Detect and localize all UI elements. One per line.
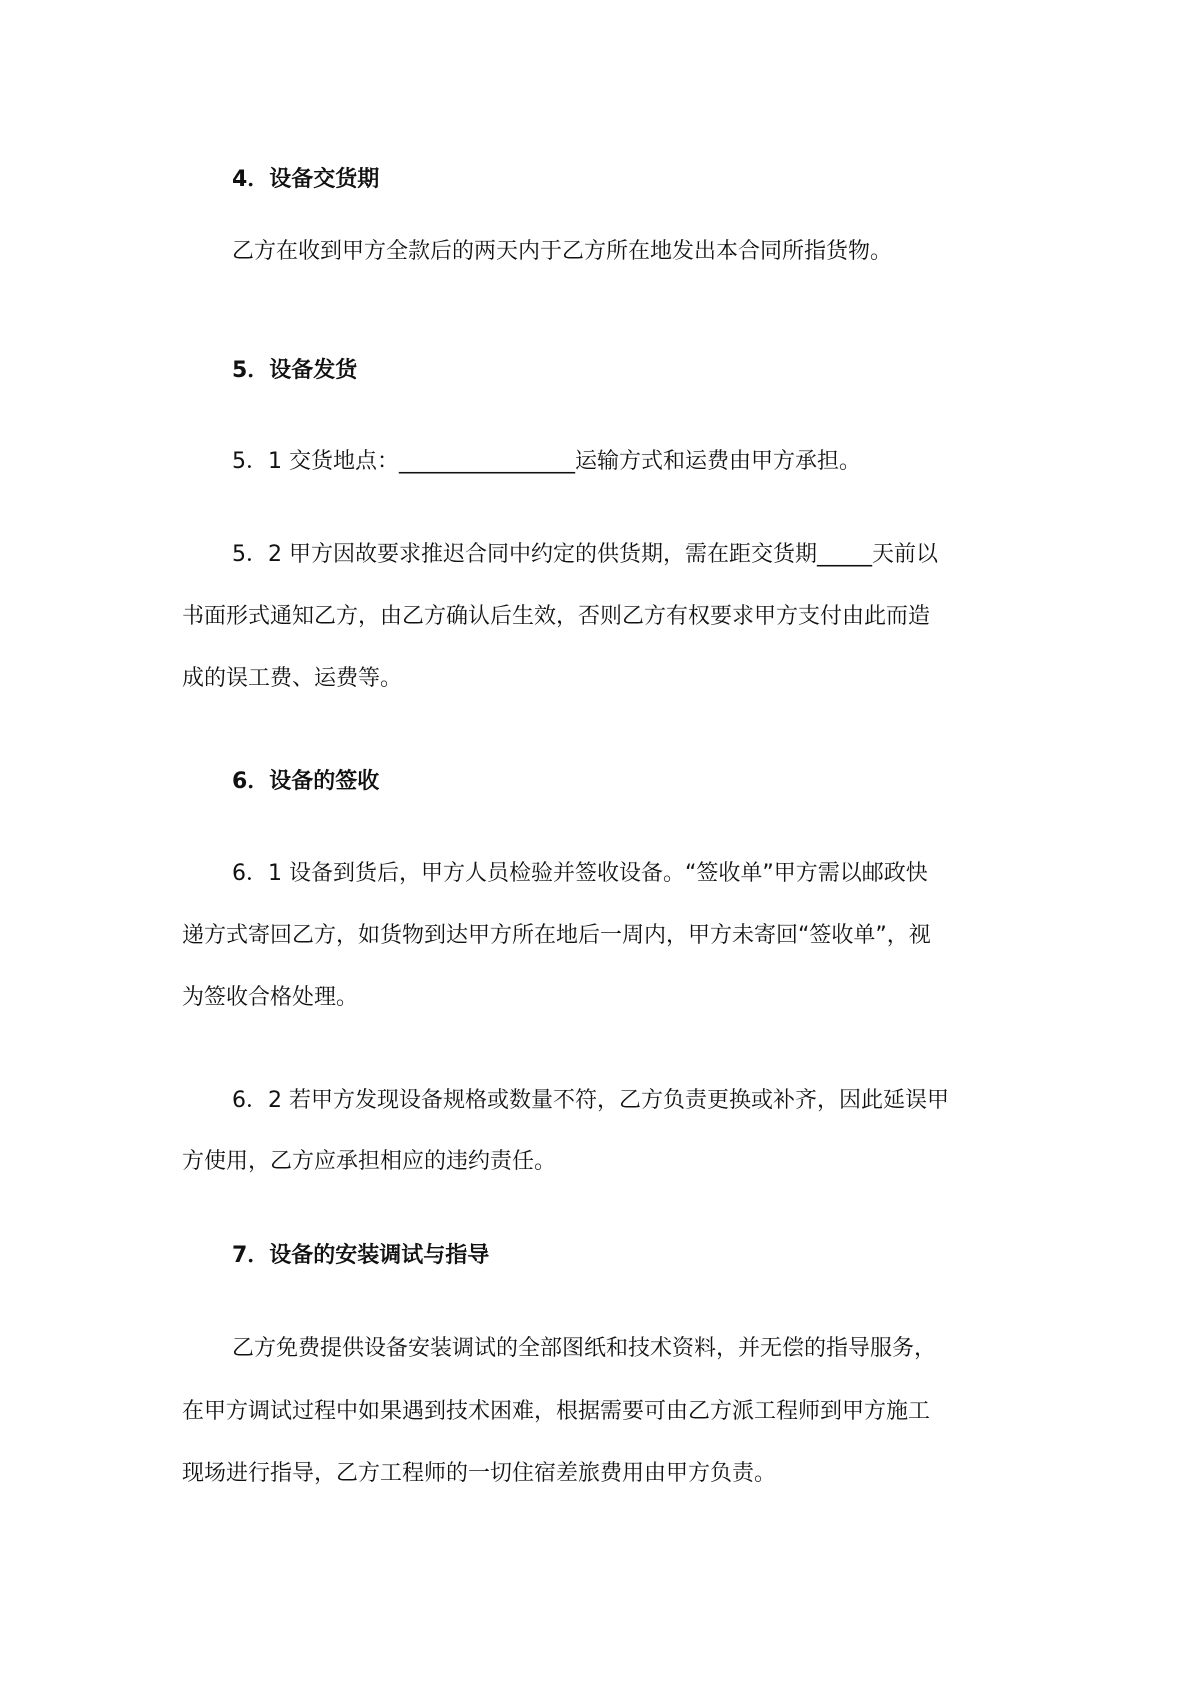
section-6-heading: 6．设备的签收 [232, 769, 380, 794]
section-6-1-line-3: 为签收合格处理。 [182, 985, 359, 1010]
section-5-2-line-1: 5．2 甲方因故要求推迟合同中约定的供货期，需在距交货期_____天前以 [232, 542, 938, 567]
section-7-line-3: 现场进行指导，乙方工程师的一切住宿差旅费用由甲方负责。 [182, 1461, 777, 1486]
section-5-heading: 5．设备发货 [232, 358, 358, 383]
section-7-line-2: 在甲方调试过程中如果遇到技术困难，根据需要可由乙方派工程师到甲方施工 [182, 1399, 931, 1424]
section-4-line-1: 乙方在收到甲方全款后的两天内于乙方所在地发出本合同所指货物。 [232, 239, 893, 264]
section-4-heading: 4．设备交货期 [232, 167, 380, 192]
section-7-heading: 7．设备的安装调试与指导 [232, 1243, 490, 1268]
section-6-2-line-1: 6．2 若甲方发现设备规格或数量不符，乙方负责更换或补齐，因此延误甲 [232, 1088, 949, 1113]
section-5-2-line-2: 书面形式通知乙方，由乙方确认后生效，否则乙方有权要求甲方支付由此而造 [182, 604, 931, 629]
section-6-2-line-2: 方使用，乙方应承担相应的违约责任。 [182, 1149, 557, 1174]
section-7-line-1: 乙方免费提供设备安装调试的全部图纸和技术资料，并无偿的指导服务， [232, 1336, 937, 1361]
section-5-2-line-3: 成的误工费、运费等。 [182, 666, 403, 691]
section-6-1-line-1: 6．1 设备到货后，甲方人员检验并签收设备。“签收单”甲方需以邮政快 [232, 861, 928, 886]
section-5-1-line-1: 5．1 交货地点：________________运输方式和运费由甲方承担。 [232, 449, 861, 474]
section-6-1-line-2: 递方式寄回乙方，如货物到达甲方所在地后一周内，甲方未寄回“签收单”，视 [182, 923, 931, 948]
